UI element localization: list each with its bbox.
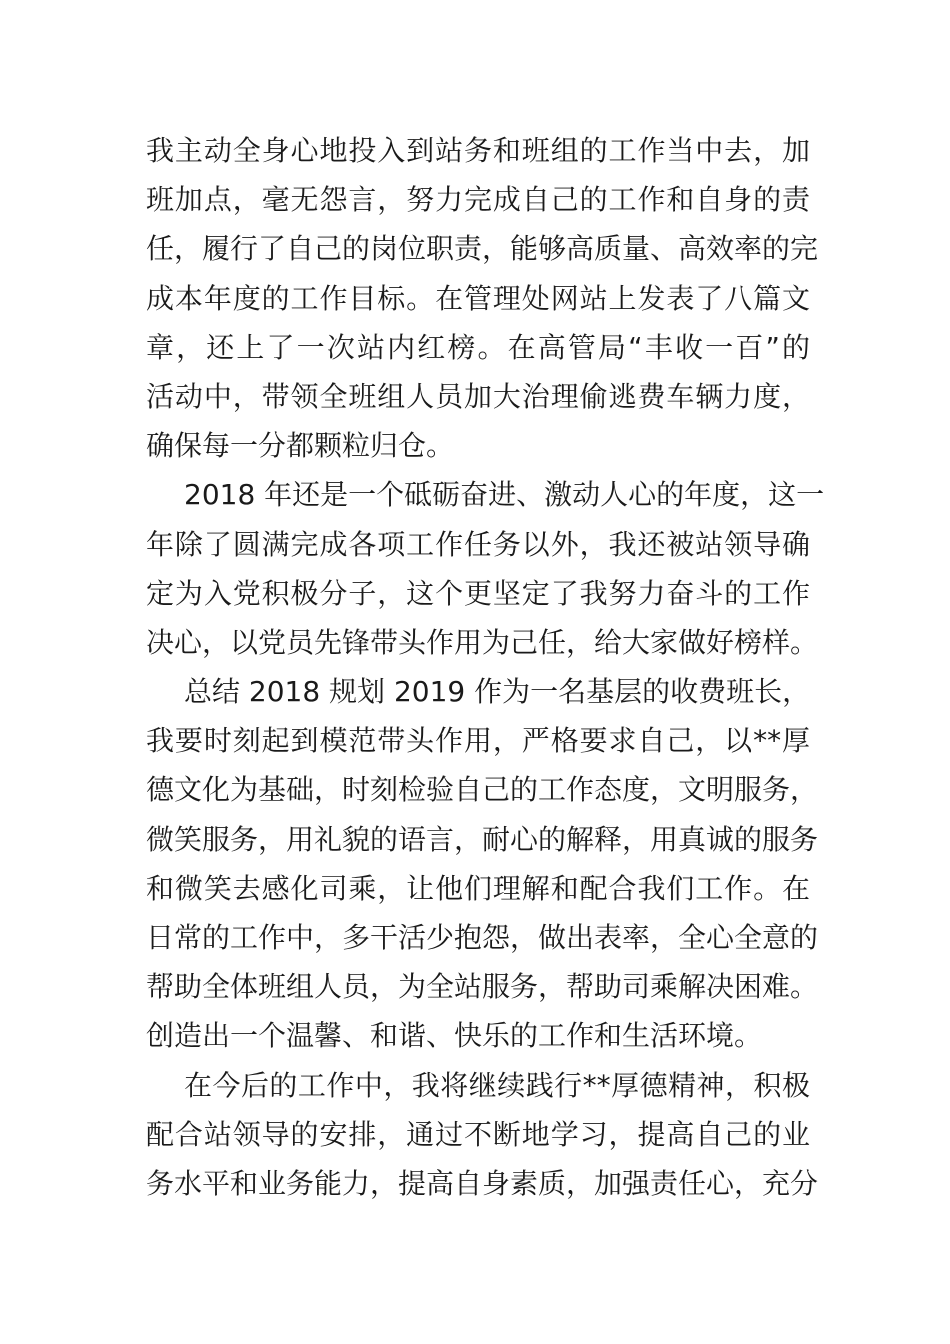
- text-line: 和微笑去感化司乘，让他们理解和配合我们工作。在: [146, 871, 810, 905]
- document-body: [146, 126, 825, 1208]
- text-line: 我主动全身心地投入到站务和班组的工作当中去，加: [146, 134, 810, 167]
- text-line: 成本年度的工作目标。在管理处网站上发表了八篇文: [146, 281, 810, 315]
- text-line: 帮助全体班组人员，为全站服务，帮助司乘解决困难。: [146, 970, 819, 1004]
- text-line: 2018 年还是一个砥砺奋进、激动人心的年度，这一: [184, 478, 825, 512]
- text-line: 日常的工作中，多干活少抱怨，做出表率，全心全意的: [146, 921, 819, 954]
- text-line: 配合站领导的安排，通过不断地学习，提高自己的业: [146, 1117, 810, 1151]
- text-line: 务水平和业务能力，提高自身素质，加强责任心，充分: [146, 1166, 819, 1200]
- text-line: 活动中，带领全班组人员加大治理偷逃费车辆力度，: [146, 379, 810, 413]
- text-line: 德文化为基础，时刻检验自己的工作态度，文明服务，: [146, 773, 819, 807]
- text-line: 微笑服务，用礼貌的语言，耐心的解释，用真诚的服务: [146, 822, 819, 856]
- text-line: 我要时刻起到模范带头作用，严格要求自己，以**厚: [146, 724, 810, 758]
- text-line: 年除了圆满完成各项工作任务以外，我还被站领导确: [146, 527, 810, 561]
- text-line: 在今后的工作中，我将继续践行**厚德精神，积极: [184, 1068, 810, 1102]
- text-line: 创造出一个温馨、和谐、快乐的工作和生活环境。: [146, 1019, 763, 1053]
- text-line: 章，还上了一次站内红榜。在高管局“丰收一百”的: [146, 330, 810, 364]
- text-line: 任，履行了自己的岗位职责，能够高质量、高效率的完: [146, 232, 819, 266]
- text-line: 总结 2018 规划 2019 作为一名基层的收费班长，: [184, 675, 811, 709]
- text-line: 确保每一分都颗粒归仓。: [146, 429, 455, 463]
- text-line: 班加点，毫无怨言，努力完成自己的工作和自身的责: [146, 183, 810, 217]
- text-line: 决心，以党员先锋带头作用为己任，给大家做好榜样。: [146, 625, 819, 659]
- text-line: 定为入党积极分子，这个更坚定了我努力奋斗的工作: [146, 576, 810, 610]
